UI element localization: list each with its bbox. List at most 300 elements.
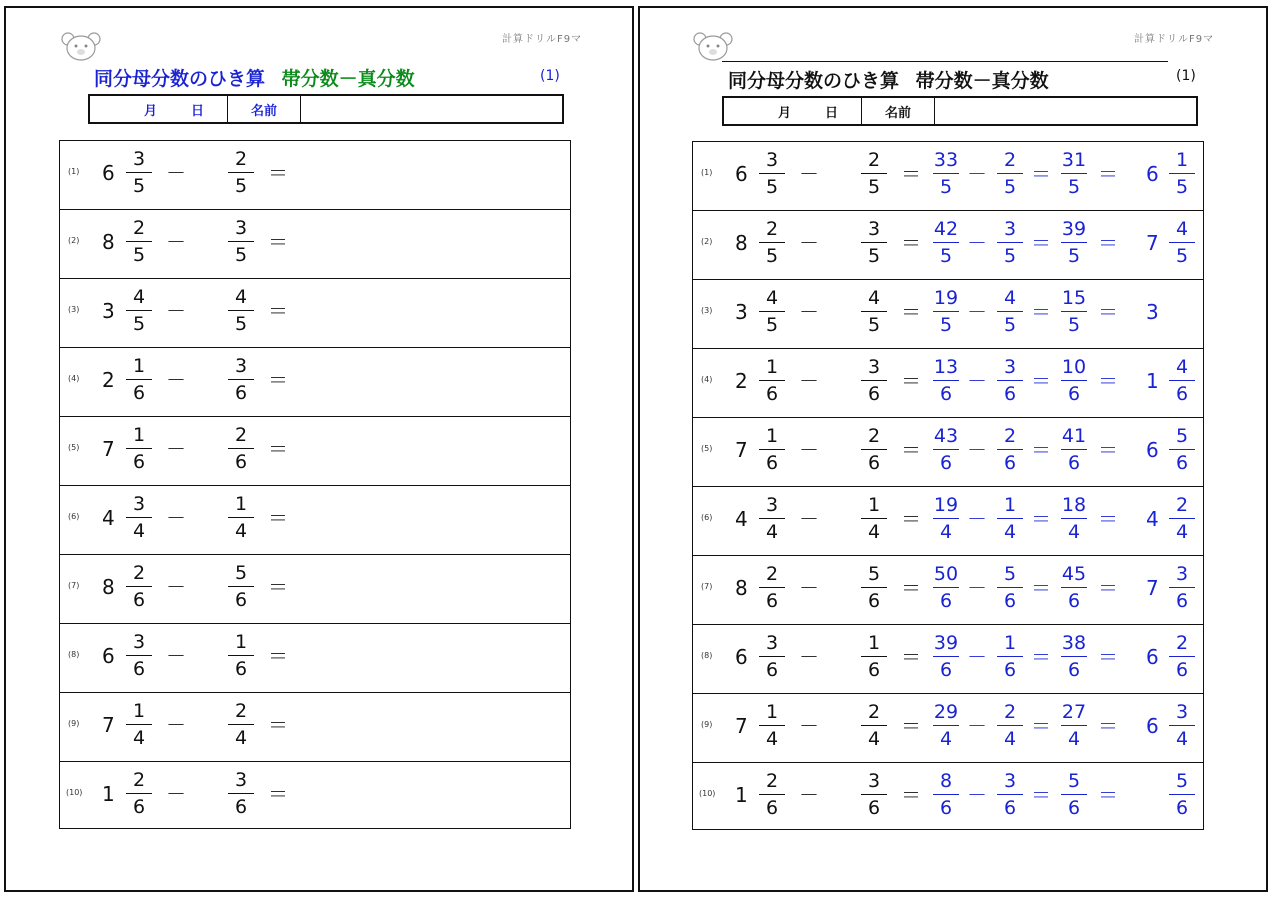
mixed-fraction-numerator: 1 — [132, 355, 146, 377]
name-field[interactable] — [301, 96, 562, 122]
title-main: 同分母分数のひき算 — [728, 70, 900, 92]
subtrahend-fraction-numerator: 3 — [234, 217, 248, 239]
minus-sign: － — [166, 644, 186, 668]
answer-fraction-denominator: 4 — [1175, 521, 1189, 543]
mixed-fraction — [126, 491, 152, 544]
problem-number: (6) — [701, 513, 713, 522]
problem-number: (1) — [701, 168, 713, 177]
answer-fraction — [1169, 492, 1195, 545]
whole-number: 3 — [735, 300, 748, 324]
equals-sign: ＝ — [268, 644, 288, 668]
subtrahend-fraction — [861, 768, 887, 821]
subtrahend-fraction — [861, 285, 887, 338]
mixed-fraction-denominator: 6 — [132, 589, 146, 611]
subtrahend-fraction-numerator: 3 — [234, 769, 248, 791]
problem-number: (9) — [701, 720, 713, 729]
difference-fraction — [1061, 630, 1087, 683]
answer-fraction — [1169, 147, 1195, 200]
mixed-fraction-denominator: 5 — [132, 244, 146, 266]
improper-fraction-denominator: 6 — [939, 590, 953, 612]
improper-fraction — [933, 561, 959, 614]
equals-sign: ＝ — [1098, 162, 1118, 186]
title-main: 同分母分数のひき算 — [94, 68, 266, 90]
equals-sign: ＝ — [1098, 576, 1118, 600]
mixed-fraction — [126, 560, 152, 613]
subtrahend-answer-fraction-denominator: 6 — [1003, 383, 1017, 405]
subtrahend-fraction-denominator: 4 — [867, 728, 881, 750]
equals-sign: ＝ — [901, 438, 921, 462]
subtrahend-fraction-numerator: 3 — [867, 770, 881, 792]
brand-label: 計算ドリルF9マ — [1134, 34, 1215, 45]
minus-sign: － — [799, 507, 819, 531]
subtrahend-fraction-numerator: 5 — [867, 563, 881, 585]
difference-fraction-numerator: 41 — [1061, 425, 1087, 447]
whole-number: 7 — [735, 438, 748, 462]
equals-sign: ＝ — [1031, 783, 1051, 807]
subtrahend-answer-fraction — [997, 354, 1023, 407]
equals-sign: ＝ — [1031, 714, 1051, 738]
improper-fraction — [933, 354, 959, 407]
minus-sign: － — [967, 645, 987, 669]
subtrahend-answer-fraction-numerator: 2 — [1003, 149, 1017, 171]
mixed-fraction-numerator: 1 — [765, 701, 779, 723]
subtrahend-fraction — [861, 492, 887, 545]
improper-fraction-denominator: 6 — [939, 452, 953, 474]
subtrahend-fraction — [861, 423, 887, 476]
equals-sign: ＝ — [1031, 300, 1051, 324]
equals-sign: ＝ — [1031, 576, 1051, 600]
minus-sign: － — [166, 437, 186, 461]
equals-sign: ＝ — [1031, 645, 1051, 669]
whole-number: 8 — [102, 230, 115, 254]
date-field[interactable] — [724, 98, 862, 124]
improper-fraction — [933, 423, 959, 476]
answer-grid — [692, 141, 1204, 830]
mixed-fraction-numerator: 4 — [765, 287, 779, 309]
improper-fraction-numerator: 33 — [933, 149, 959, 171]
mixed-fraction-denominator: 4 — [132, 727, 146, 749]
answer-fraction-denominator: 5 — [1175, 176, 1189, 198]
whole-number: 8 — [102, 575, 115, 599]
mixed-fraction-denominator: 5 — [765, 176, 779, 198]
subtrahend-fraction-numerator: 2 — [867, 425, 881, 447]
whole-number: 4 — [735, 507, 748, 531]
mixed-fraction — [759, 285, 785, 338]
problem-row — [60, 279, 570, 348]
improper-fraction-numerator: 42 — [933, 218, 959, 240]
difference-fraction — [1061, 768, 1087, 821]
improper-fraction-numerator: 43 — [933, 425, 959, 447]
minus-sign: － — [967, 369, 987, 393]
subtrahend-fraction-denominator: 5 — [867, 314, 881, 336]
page-title — [94, 64, 415, 91]
problem-number: (6) — [68, 512, 80, 521]
worksheet-page — [4, 6, 634, 892]
subtrahend-answer-fraction-denominator: 4 — [1003, 521, 1017, 543]
mixed-fraction-denominator: 4 — [132, 520, 146, 542]
name-date-box — [722, 96, 1198, 126]
subtrahend-fraction — [861, 561, 887, 614]
mixed-fraction-denominator: 6 — [132, 451, 146, 473]
difference-fraction — [1061, 354, 1087, 407]
whole-number: 7 — [102, 437, 115, 461]
answer-fraction — [1169, 630, 1195, 683]
subtrahend-fraction — [228, 353, 254, 406]
whole-number: 6 — [735, 162, 748, 186]
subtrahend-answer-fraction — [997, 630, 1023, 683]
mixed-fraction — [759, 768, 785, 821]
problem-row — [693, 142, 1203, 211]
problem-number: (5) — [701, 444, 713, 453]
whole-number: 6 — [102, 161, 115, 185]
subtrahend-fraction-numerator: 4 — [867, 287, 881, 309]
subtrahend-fraction-numerator: 2 — [234, 424, 248, 446]
subtrahend-answer-fraction-numerator: 3 — [1003, 770, 1017, 792]
subtrahend-fraction-denominator: 6 — [867, 659, 881, 681]
subtrahend-fraction-numerator: 2 — [867, 701, 881, 723]
subtrahend-fraction-denominator: 6 — [867, 452, 881, 474]
problem-number: (10) — [66, 788, 83, 797]
minus-sign: － — [166, 506, 186, 530]
mixed-fraction-numerator: 1 — [132, 424, 146, 446]
improper-fraction — [933, 147, 959, 200]
improper-fraction — [933, 216, 959, 269]
name-label: 名前 — [862, 98, 935, 124]
subtrahend-fraction-denominator: 6 — [867, 590, 881, 612]
answer-fraction-numerator: 4 — [1175, 356, 1189, 378]
minus-sign: － — [799, 162, 819, 186]
mixed-fraction-denominator: 6 — [765, 590, 779, 612]
minus-sign: － — [799, 438, 819, 462]
mixed-fraction-numerator: 2 — [765, 218, 779, 240]
minus-sign: － — [166, 368, 186, 392]
mixed-fraction-numerator: 4 — [132, 286, 146, 308]
whole-number: 6 — [735, 645, 748, 669]
equals-sign: ＝ — [1031, 438, 1051, 462]
equals-sign: ＝ — [268, 437, 288, 461]
improper-fraction-denominator: 6 — [939, 659, 953, 681]
difference-fraction-denominator: 6 — [1067, 452, 1081, 474]
improper-fraction-denominator: 6 — [939, 797, 953, 819]
mixed-fraction — [759, 699, 785, 752]
problem-number: (1) — [68, 167, 80, 176]
subtrahend-fraction-denominator: 4 — [234, 520, 248, 542]
subtrahend-fraction-denominator: 6 — [234, 658, 248, 680]
difference-fraction-denominator: 5 — [1067, 245, 1081, 267]
subtrahend-answer-fraction — [997, 492, 1023, 545]
answer-whole: 7 — [1146, 231, 1159, 255]
bear-logo-icon — [692, 30, 734, 62]
problem-row — [60, 210, 570, 279]
difference-fraction-denominator: 4 — [1067, 728, 1081, 750]
mixed-fraction — [759, 630, 785, 683]
difference-fraction-numerator: 18 — [1061, 494, 1087, 516]
problem-row — [693, 211, 1203, 280]
improper-fraction — [933, 768, 959, 821]
problem-number: (9) — [68, 719, 80, 728]
subtrahend-fraction-denominator: 6 — [867, 797, 881, 819]
answer-fraction-denominator: 6 — [1175, 452, 1189, 474]
answer-fraction-denominator: 6 — [1175, 659, 1189, 681]
difference-fraction — [1061, 561, 1087, 614]
mixed-fraction-numerator: 3 — [132, 493, 146, 515]
mixed-fraction-numerator: 3 — [765, 149, 779, 171]
mixed-fraction-numerator: 2 — [765, 770, 779, 792]
equals-sign: ＝ — [268, 368, 288, 392]
mixed-fraction-numerator: 2 — [765, 563, 779, 585]
day-label: 日 — [191, 103, 205, 119]
difference-fraction-denominator: 6 — [1067, 590, 1081, 612]
subtrahend-fraction — [228, 215, 254, 268]
problem-row — [60, 348, 570, 417]
subtrahend-fraction-numerator: 1 — [867, 632, 881, 654]
difference-fraction — [1061, 492, 1087, 545]
mixed-fraction-numerator: 3 — [132, 148, 146, 170]
problem-number: (3) — [701, 306, 713, 315]
equals-sign: ＝ — [901, 507, 921, 531]
subtrahend-answer-fraction-denominator: 6 — [1003, 797, 1017, 819]
answer-fraction-numerator: 3 — [1175, 701, 1189, 723]
minus-sign: － — [967, 507, 987, 531]
mixed-fraction — [126, 284, 152, 337]
problem-number: (2) — [68, 236, 80, 245]
problem-number: (4) — [68, 374, 80, 383]
equals-sign: ＝ — [1098, 783, 1118, 807]
mixed-fraction — [759, 492, 785, 545]
subtrahend-fraction-denominator: 4 — [867, 521, 881, 543]
subtrahend-answer-fraction-denominator: 6 — [1003, 590, 1017, 612]
answer-fraction — [1169, 354, 1195, 407]
answer-fraction-denominator: 6 — [1175, 383, 1189, 405]
subtrahend-fraction-denominator: 5 — [234, 175, 248, 197]
subtrahend-fraction-numerator: 3 — [234, 355, 248, 377]
subtrahend-answer-fraction-denominator: 5 — [1003, 314, 1017, 336]
problem-number: (5) — [68, 443, 80, 452]
mixed-fraction — [126, 629, 152, 682]
problem-row — [693, 280, 1203, 349]
problem-number: (8) — [701, 651, 713, 660]
answer-whole: 6 — [1146, 162, 1159, 186]
mixed-fraction — [759, 354, 785, 407]
equals-sign: ＝ — [1098, 714, 1118, 738]
name-field[interactable] — [935, 98, 1196, 124]
mixed-fraction-denominator: 4 — [765, 521, 779, 543]
answer-whole: 4 — [1146, 507, 1159, 531]
name-label: 名前 — [228, 96, 301, 122]
mixed-fraction — [126, 698, 152, 751]
subtrahend-fraction-numerator: 5 — [234, 562, 248, 584]
month-label: 月 — [144, 103, 158, 119]
mixed-fraction-numerator: 3 — [132, 631, 146, 653]
answer-fraction-numerator: 2 — [1175, 494, 1189, 516]
difference-fraction-numerator: 31 — [1061, 149, 1087, 171]
subtrahend-answer-fraction — [997, 561, 1023, 614]
difference-fraction-numerator: 27 — [1061, 701, 1087, 723]
mixed-fraction — [126, 353, 152, 406]
difference-fraction — [1061, 147, 1087, 200]
subtrahend-answer-fraction — [997, 699, 1023, 752]
equals-sign: ＝ — [901, 162, 921, 186]
whole-number: 4 — [102, 506, 115, 530]
mixed-fraction-denominator: 6 — [132, 796, 146, 818]
subtrahend-fraction — [228, 560, 254, 613]
answer-whole: 3 — [1146, 300, 1159, 324]
difference-fraction-numerator: 38 — [1061, 632, 1087, 654]
date-field[interactable] — [90, 96, 228, 122]
problem-row — [60, 693, 570, 762]
equals-sign: ＝ — [268, 299, 288, 323]
mixed-fraction-denominator: 6 — [765, 452, 779, 474]
whole-number: 3 — [102, 299, 115, 323]
equals-sign: ＝ — [1098, 369, 1118, 393]
problem-number: (7) — [701, 582, 713, 591]
subtrahend-answer-fraction — [997, 768, 1023, 821]
mixed-fraction — [126, 767, 152, 820]
answer-fraction — [1169, 768, 1195, 821]
whole-number: 6 — [102, 644, 115, 668]
equals-sign: ＝ — [901, 231, 921, 255]
answer-fraction-numerator: 2 — [1175, 632, 1189, 654]
problem-row — [693, 763, 1203, 832]
difference-fraction — [1061, 423, 1087, 476]
minus-sign: － — [799, 645, 819, 669]
answer-page — [638, 6, 1268, 892]
title-sub: 帯分数－真分数 — [915, 70, 1049, 92]
whole-number: 2 — [735, 369, 748, 393]
improper-fraction-denominator: 4 — [939, 728, 953, 750]
equals-sign: ＝ — [901, 783, 921, 807]
mixed-fraction-denominator: 5 — [765, 314, 779, 336]
mixed-fraction-numerator: 2 — [132, 217, 146, 239]
answer-whole: 6 — [1146, 645, 1159, 669]
equals-sign: ＝ — [901, 645, 921, 669]
subtrahend-fraction-numerator: 1 — [867, 494, 881, 516]
equals-sign: ＝ — [268, 782, 288, 806]
subtrahend-fraction — [228, 284, 254, 337]
mixed-fraction-denominator: 6 — [132, 382, 146, 404]
equals-sign: ＝ — [268, 713, 288, 737]
minus-sign: － — [166, 161, 186, 185]
mixed-fraction — [126, 422, 152, 475]
answer-whole: 7 — [1146, 576, 1159, 600]
title-rule — [722, 61, 1168, 62]
whole-number: 8 — [735, 576, 748, 600]
subtrahend-fraction — [861, 354, 887, 407]
equals-sign: ＝ — [268, 506, 288, 530]
answer-fraction-numerator: 5 — [1175, 425, 1189, 447]
bear-logo-icon — [60, 30, 102, 62]
problem-number: (7) — [68, 581, 80, 590]
difference-fraction-numerator: 45 — [1061, 563, 1087, 585]
answer-whole: 6 — [1146, 714, 1159, 738]
mixed-fraction — [126, 215, 152, 268]
answer-fraction — [1169, 699, 1195, 752]
problem-row — [60, 141, 570, 210]
difference-fraction — [1061, 285, 1087, 338]
mixed-fraction-numerator: 1 — [765, 356, 779, 378]
subtrahend-answer-fraction-numerator: 3 — [1003, 356, 1017, 378]
equals-sign: ＝ — [1031, 231, 1051, 255]
improper-fraction-denominator: 5 — [939, 245, 953, 267]
improper-fraction-numerator: 29 — [933, 701, 959, 723]
minus-sign: － — [799, 783, 819, 807]
difference-fraction — [1061, 216, 1087, 269]
mixed-fraction — [759, 561, 785, 614]
equals-sign: ＝ — [268, 230, 288, 254]
subtrahend-fraction — [228, 698, 254, 751]
title-sub: 帯分数－真分数 — [281, 68, 415, 90]
mixed-fraction-numerator: 2 — [132, 562, 146, 584]
answer-fraction — [1169, 216, 1195, 269]
difference-fraction-numerator: 10 — [1061, 356, 1087, 378]
subtrahend-fraction-denominator: 5 — [234, 244, 248, 266]
subtrahend-fraction-denominator: 4 — [234, 727, 248, 749]
subtrahend-answer-fraction-numerator: 2 — [1003, 425, 1017, 447]
improper-fraction-denominator: 5 — [939, 314, 953, 336]
problem-row — [693, 625, 1203, 694]
subtrahend-fraction-denominator: 6 — [234, 451, 248, 473]
equals-sign: ＝ — [901, 714, 921, 738]
month-label: 月 — [778, 105, 792, 121]
difference-fraction-denominator: 5 — [1067, 176, 1081, 198]
subtrahend-fraction-denominator: 6 — [234, 382, 248, 404]
minus-sign: － — [799, 369, 819, 393]
improper-fraction-denominator: 5 — [939, 176, 953, 198]
minus-sign: － — [799, 714, 819, 738]
difference-fraction-numerator: 15 — [1061, 287, 1087, 309]
equals-sign: ＝ — [1031, 369, 1051, 393]
subtrahend-answer-fraction-denominator: 6 — [1003, 659, 1017, 681]
equals-sign: ＝ — [1098, 438, 1118, 462]
minus-sign: － — [967, 300, 987, 324]
answer-fraction-denominator: 5 — [1175, 245, 1189, 267]
problem-row — [693, 556, 1203, 625]
sheet-number: (1) — [1176, 68, 1196, 84]
equals-sign: ＝ — [1031, 507, 1051, 531]
improper-fraction-numerator: 19 — [933, 494, 959, 516]
improper-fraction-denominator: 4 — [939, 521, 953, 543]
problem-number: (4) — [701, 375, 713, 384]
name-date-box — [88, 94, 564, 124]
subtrahend-fraction — [228, 146, 254, 199]
answer-whole: 1 — [1146, 369, 1159, 393]
subtrahend-answer-fraction-denominator: 5 — [1003, 176, 1017, 198]
subtrahend-answer-fraction — [997, 216, 1023, 269]
subtrahend-answer-fraction-denominator: 6 — [1003, 452, 1017, 474]
problem-row — [693, 487, 1203, 556]
mixed-fraction-denominator: 5 — [132, 313, 146, 335]
equals-sign: ＝ — [1098, 507, 1118, 531]
mixed-fraction-denominator: 6 — [765, 797, 779, 819]
mixed-fraction — [759, 423, 785, 476]
subtrahend-fraction-denominator: 6 — [234, 796, 248, 818]
mixed-fraction-numerator: 3 — [765, 494, 779, 516]
subtrahend-fraction-numerator: 3 — [867, 218, 881, 240]
problem-row — [693, 694, 1203, 763]
subtrahend-fraction — [861, 216, 887, 269]
difference-fraction — [1061, 699, 1087, 752]
mixed-fraction-denominator: 6 — [132, 658, 146, 680]
sheet-number: (1) — [540, 68, 560, 84]
minus-sign: － — [967, 231, 987, 255]
difference-fraction-denominator: 6 — [1067, 659, 1081, 681]
improper-fraction-numerator: 19 — [933, 287, 959, 309]
subtrahend-fraction-numerator: 1 — [234, 631, 248, 653]
improper-fraction-numerator: 8 — [939, 770, 953, 792]
problem-number: (3) — [68, 305, 80, 314]
mixed-fraction — [126, 146, 152, 199]
answer-fraction-numerator: 4 — [1175, 218, 1189, 240]
